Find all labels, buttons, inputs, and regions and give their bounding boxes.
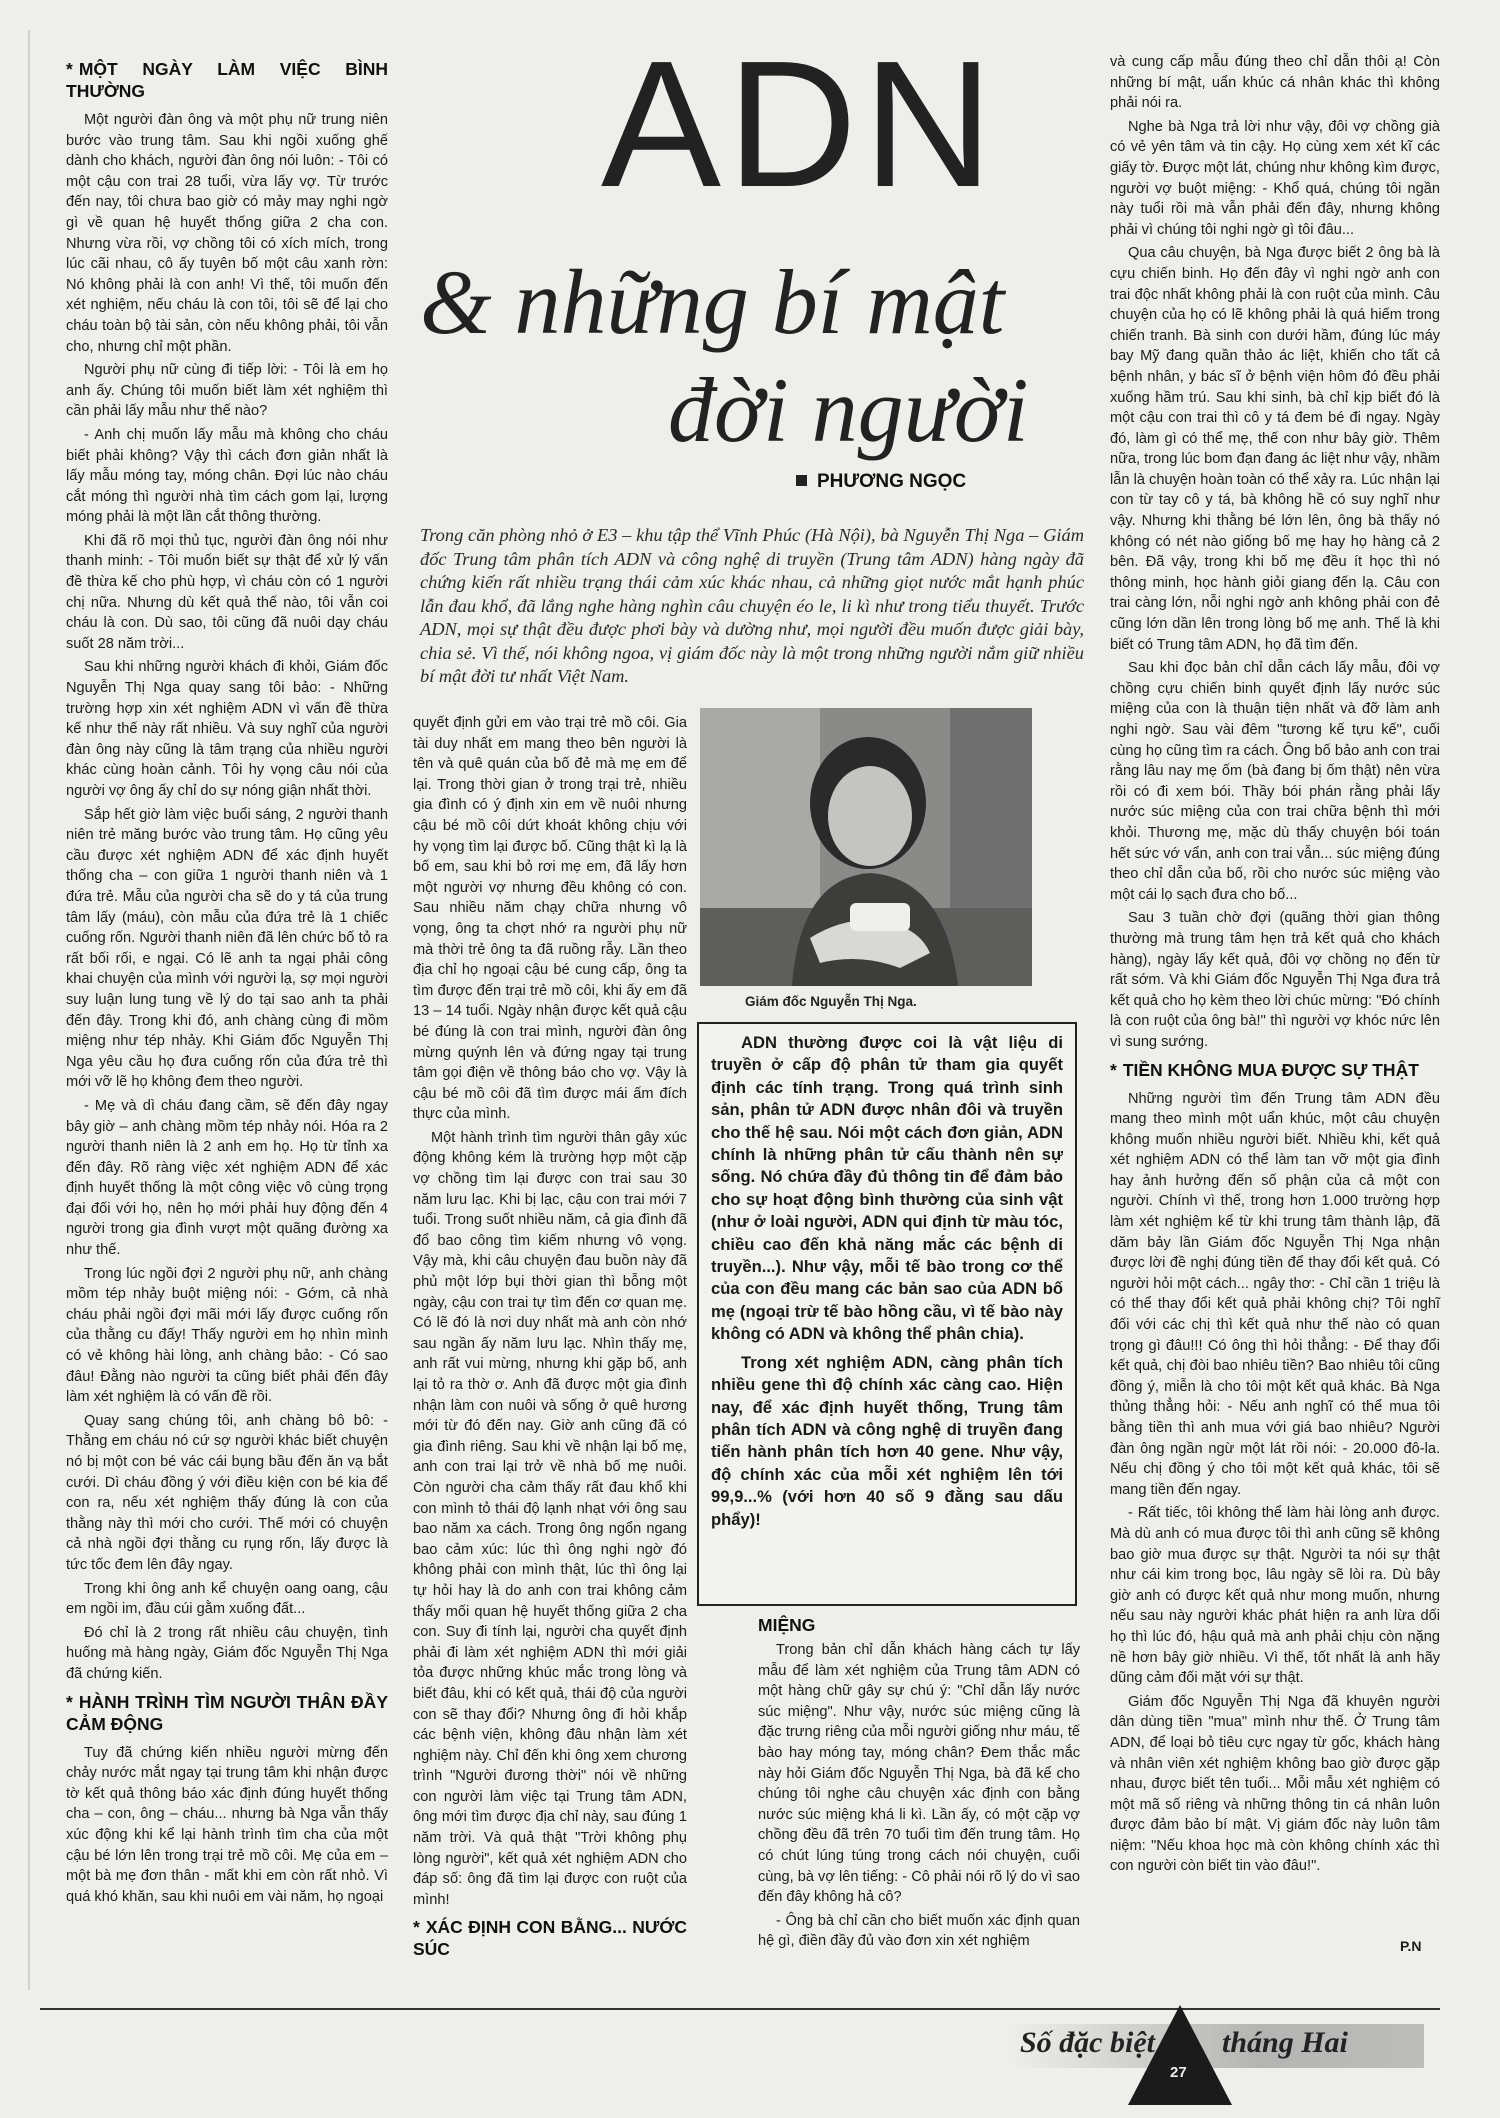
paragraph: Giám đốc Nguyễn Thị Nga đã khuyên người dân dùng tiền "mua" mình như thế. Ở Trung tâm ADN, để loại bỏ tiêu cực ngay từ gốc, khách hàng và nhân viên xét nghiệm không bao giờ được gặp nhau, được biết tên tuổi... Mỗi mẫu xét nghiệm có một mã số riêng và những thông tin cá nhân luôn được đảm bảo bí mật. Vị giám đốc này luôn tâm niệm: "Nếu khoa học mà còn không chính xác thì con người còn biết tin vào đâu!". xyxy=(1110,1693,1440,1875)
paragraph: và cung cấp mẫu đúng theo chỉ dẫn thôi ạ! Còn những bí mật, uẩn khúc cá nhân khác thì không phải nói ra. xyxy=(1110,54,1440,112)
paragraph: - Rất tiếc, tôi không thể làm hài lòng anh được. Mà dù anh có mua được tôi thì anh cũng sẽ không bao giờ mua được sự thật. Người ta nói sự thật như cái kim trong bọc, lâu ngày sẽ lòi ra. Dù bây giờ anh có được kết quả như mong muốn, nhưng nếu sau này người khác phát hiện ra anh lừa dối họ thì lúc đó, hậu quả mà anh phải chịu còn nặng nề hơn bây giờ nhiều. Vì thế, tốt nhất là anh hãy dũng cảm đối mặt với sự thật. xyxy=(1110,1505,1440,1687)
paragraph: Một hành trình tìm người thân gây xúc động không kém là trường hợp một cặp vợ chồng tìm lại được con trai sau 30 năm lưu lạc. Khi bị lạc, cậu con trai mới 7 tuổi. Trong suốt nhiều năm, cả gia đình đã đổ bao công tìm kiếm nhưng vô vọng. Vậy mà, khi câu chuyện đau buồn này đã phủ một lớp bụi thời gian thì bỗng một ngày, cậu con trai tự tìm đến cơ quan mẹ. Có lẽ đó là nơi duy nhất mà anh còn nhớ sau ngần ấy năm lưu lạc. Nhìn thấy mẹ, anh rất vui mừng, nhưng khi gặp bố, anh lại tỏ ra thờ ơ. Anh đã được một gia đình nhận làm con nuôi và sống ở quê hương mới từ đó đến nay. Giờ anh cũng đã có gia đình riêng. Sau khi về nhận lại bố mẹ, anh con trai lại trở về nhà bố mẹ nuôi. Còn người cha cảm thấy rất đau khổ khi con mình tỏ thái độ lạnh nhạt với ông sau bao năm xa cách. Trong ông ngổn ngang bao cảm xúc: lúc thì ông nghi ngờ đó không phải con mình thật, lúc thì ông lại tự hỏi hay là do anh con trai không cảm thấy mối quan hệ huyết thống giữa 2 cha con. Suy đi tính lại, người cha quyết định phải đi làm xét nghiệm ADN thì mới giải tỏa được những khúc mắc trong lòng và biết đâu, khi có kết quả, thái độ của người con sẽ thay đổi? Nhưng ông đi hỏi khắp các bệnh viện, không đâu nhận làm xét nghiệm này. Chỉ đến khi ông xem chương trình "Người đương thời" nói về những con người làm việc tại Trung tâm ADN, ông mới tìm được địa chỉ này, sau đúng 1 năm trời. Và quả thật "Trời không phụ lòng người", kết quả xét nghiệm ADN cho đáp số: ông đã tìm lại được con ruột của mình! xyxy=(413,1129,687,1908)
paragraph: - Anh chị muốn lấy mẫu mà không cho cháu biết phải không? Vậy thì cách đơn giản nhất là lấy mẫu móng tay, móng chân. Đợi lúc nào cháu cắt móng thì người nhà tìm cách gom lại, lượng móng phải là một lần cắt thông thường. xyxy=(66,426,388,526)
column-2 xyxy=(413,713,687,1968)
author-byline: PHƯƠNG NGỌC xyxy=(796,471,966,493)
page-number-triangle xyxy=(1128,2005,1232,2105)
square-bullet-icon xyxy=(796,475,807,486)
issue-label-2: tháng Hai xyxy=(1222,2026,1348,2059)
section-heading-2: * HÀNH TRÌNH TÌM NGƯỜI THÂN ĐẦY CẢM ĐỘNG xyxy=(66,1691,388,1734)
column-4 xyxy=(1110,52,1440,1880)
paragraph: Trong xét nghiệm ADN, càng phân tích nhiều gene thì độ chính xác càng cao. Hiện nay, để xác định huyết thống, Trung tâm phân tích ADN và công nghệ di truyền đang tiến hành phân tích hơn 40 gene. Như vậy, độ chính xác của mỗi xét nghiệm lên tới 99,9...% (với hơn 40 số 9 đằng sau dấu phẩy)! xyxy=(711,1352,1063,1529)
paragraph: Sắp hết giờ làm việc buổi sáng, 2 người thanh niên trẻ măng bước vào trung tâm. Họ cũng yêu cầu được xét nghiệm ADN để xác định huyết thống cha – con giữa 1 người thanh niên và 1 đứa trẻ. Mẫu của người cha sẽ do y tá của trung tâm lấy (máu), còn mẫu của đứa trẻ là 1 chiếc cuống rốn. Người thanh niên đã lên chức bố tỏ ra rất bối rối, e ngại. Có lẽ anh ta ngại phải công khai chuyện của mình với người lạ, sợ mọi người suy luận lung tung về lý do tại sao anh ta phải đến đây. Trong khi đó, anh chàng cùng đi mồm miệng như tép nhảy. Khi Giám đốc Nguyễn Thị Nga yêu cầu họ đưa cuống rốn của đứa trẻ thì mới vỡ lẽ họ không đem theo người. xyxy=(66,806,388,1091)
info-box xyxy=(697,1022,1077,1606)
photo-caption: Giám đốc Nguyễn Thị Nga. xyxy=(745,994,917,1009)
page-number: 27 xyxy=(1170,2064,1187,2081)
portrait-illustration xyxy=(700,708,1032,986)
paragraph: Trong bản chỉ dẫn khách hàng cách tự lấy mẫu để làm xét nghiệm của Trung tâm ADN có một hàng chữ gây sự chú ý: "Chỉ dẫn lấy nước súc miệng". Như vậy, nước súc miệng cũng là đặc trưng riêng của mỗi người giống như máu, tế bào hay móng tay, móng chân? Đem thắc mắc này hỏi Giám đốc Nguyễn Thị Nga, bà đã kể cho chúng tôi nghe câu chuyện xác định con bằng nước súc miệng khá li kì. Lần ấy, có một cặp vợ chồng đều đã trên 70 tuổi tìm đến trung tâm. Họ có chút lúng túng trong cách nói chuyện, cuối cùng, bà vợ lên tiếng: - Cô phải nói rõ lý do vì sao đến đây không hả cô? xyxy=(758,1642,1080,1906)
paragraph: Một người đàn ông và một phụ nữ trung niên bước vào trung tâm. Sau khi ngồi xuống ghế dành cho khách, người đàn ông nói luôn: - Tôi có một cậu con trai 28 tuổi, vừa lấy vợ. Từ trước đến nay, tôi chưa bao giờ có mảy may nghi ngờ gì về quan hệ huyết thống giữa 2 cha con. Nhưng vừa rồi, vợ chồng tôi có xích mích, trong lúc cãi nhau, cô ấy tuyên bố một câu xanh rờn: Nó không phải là con anh! Vì thế, tôi muốn đến xét nghiệm, nếu cháu là con tôi, tôi sẽ để lại cho cháu toàn bộ tài sản, còn nếu không phải, tôi vẫn cho, nhưng chỉ một phần. xyxy=(66,112,388,355)
author-signature: P.N xyxy=(1400,1938,1422,1954)
paragraph: Khi đã rõ mọi thủ tục, người đàn ông nói như thanh minh: - Tôi muốn biết sự thật để xử lý vấn đề thừa kế cho phù hợp, vì cháu còn có 1 người chị nữa. Nhưng dù kết quả thế nào, tôi vẫn coi cháu là con. Dù sao, tôi cũng đã nuôi dạy cháu suốt 28 năm trời... xyxy=(66,532,388,652)
paragraph: Sau khi đọc bản chỉ dẫn cách lấy mẫu, đôi vợ chồng cựu chiến binh quyết định lấy nước súc miệng của con là thuận tiện nhất và đỡ làm anh nghi ngờ. Sau vài đêm "tương kế tựu kế", cuối cùng họ cũng tìm ra cách. Ông bố bảo anh con trai rằng lâu nay mẹ ốm (bà đang bị ốm thật) nên vừa rồi có đi xem bói. Thầy bói phán rằng phải lấy nước súc miệng của con trai chữa bệnh thì mới khỏi. Thương mẹ, mặc dù thấy chuyện bói toán hết sức vớ vẩn, anh con trai vẫn... súc miệng đúng theo chỉ dẫn của bố, rồi cho nước súc miệng vào một cái lọ sạch đưa cho bố... xyxy=(1110,660,1440,903)
column-1 xyxy=(66,52,388,1910)
paragraph: Qua câu chuyện, bà Nga được biết 2 ông bà là cựu chiến binh. Họ đến đây vì nghi ngờ anh con trai độc nhất không phải là con ruột của mình. Câu chuyện của họ có lẽ không phải là quá hiếm trong chiến tranh. Bà sinh con dưới hầm, đúng lúc máy bay Mỹ đang quần thảo ác liệt, khiến cho tất cả bệnh nhân, y bác sĩ ở bệnh viện hôm đó đều phải xuống hầm trú. Sau khi sinh, bà chỉ kịp biết đó là một cậu con trai thì cô y tá đem bé đi ngay. Ngày đó, làm gì có thể mẹ, thế con như bây giờ. Thêm nữa, trong lúc bom đạn đang ác liệt như vậy, nhầm lẫn là chuyện hoàn toàn có thể xảy ra. Lúc nhận lại con từ tay cô y tá, bà không hề có suy nghĩ như vậy. Nhưng khi thằng bé lớn lên, ông bà thấy nó không có nét nào giống bố mẹ hay họ hàng cả 2 bên. Đã vậy, trong khi bố mẹ đều ít học thì nó thông minh, học hành giỏi giang đến lạ. Câu con trai càng lớn, nỗi nghi ngờ anh không phải con đẻ cũng lớn dần lên trong lòng bố mẹ anh. Thế là khi biết có Trung tâm ADN, họ đã tìm đến. xyxy=(1110,245,1440,653)
paragraph: quyết định gửi em vào trại trẻ mồ côi. Gia tài duy nhất em mang theo bên người là tên và quê quán của bố đẻ mà mẹ em để lại. Trong thời gian ở trong trại trẻ, nhiều gia đình có ý định xin em về nuôi nhưng cậu bé mồ côi dứt khoát không chịu với hy vọng tìm lại được bố. Cũng thật kì lạ là bố em, sau khi bỏ rơi mẹ em, đã lấy hơn một người vợ nhưng đều không có con. Sau nhiều năm chạy chữa nhưng vô vọng, ông ta chợt nhớ ra người phụ nữ mà thời trẻ ông ta đã ruồng rẫy. Lần theo địa chỉ họ ngoại cậu bé cung cấp, ông ta tìm được đến trại trẻ mồ côi, khi ấy em đã 13 – 14 tuổi. Ngày nhận được kết quả cậu bé đúng là con trai mình, người đàn ông mừng quýnh lên và đứng ngay tại trung tâm gọi điện về thông báo cho vợ. Vậy là cậu bé mồ côi đã tìm được mái ấm đích thực của mình. xyxy=(413,715,687,1123)
section-heading-3-continued: MIỆNG xyxy=(758,1615,816,1635)
issue-label-1: Số đặc biệt xyxy=(1020,2026,1155,2059)
section-heading-4: * TIỀN KHÔNG MUA ĐƯỢC SỰ THẬT xyxy=(1110,1059,1419,1080)
paragraph: Đó chỉ là 2 trong rất nhiều câu chuyện, tình huống mà hàng ngày, Giám đốc Nguyễn Thị Nga đã chứng kiến. xyxy=(66,1624,388,1682)
paragraph: Những người tìm đến Trung tâm ADN đều mang theo mình một uẩn khúc, một câu chuyện không muốn nhiều người biết. Nhiều khi, kết quả xét nghiệm ADN có thể làm tan vỡ một gia đình hay ảnh hưởng đến số phận của cả một con người. Chính vì thế, trong hơn 1.000 trường hợp làm xét nghiệm kể từ khi trung tâm thành lập, đã dăm bảy lần Giám đốc Nguyễn Thị Nga nhận được lời đề nghị đúng tiền để thay đổi kết quả. Có người hỏi một cách... ngây thơ: - Chỉ cần 1 triệu là có thể thay đổi kết quả phải không chị? Tôi nghĩ đối với các chị thì kết quả như thế nào có quan trọng gì đâu!!! Có ông thì hỏi thẳng: - Để thay đổi kết quả, chị đòi bao nhiêu tiền? Bao nhiêu tôi cũng đồng ý, miễn là cho tôi một kết quả khác. Bà Nga thủng thẳng hỏi: - Nếu anh nghĩ có thể mua tôi bằng tiền thì anh mua với giá bao nhiêu? Người đàn ông ngần ngừ một lát rồi nói: - 20.000 đô-la. Nếu chị đồng ý cho tôi một kết quả khác, tôi sẽ mang tiền đến ngay. xyxy=(1110,1090,1440,1498)
paragraph: Trong khi ông anh kể chuyện oang oang, cậu em ngồi im, đầu cúi gằm xuống đất... xyxy=(66,1580,388,1618)
paragraph: Trong lúc ngồi đợi 2 người phụ nữ, anh chàng mồm tép nhảy buột miệng nói: - Gớm, cả nhà cháu phải ngồi đợi mãi mới lấy được cuống rốn của thằng cu đấy! Thấy người em họ nhìn mình có vẻ không hài lòng, anh chàng bảo: - Có sao đâu! Đằng nào người ta cũng biết phải đến đây làm xét nghiệm là có vấn đề rồi. xyxy=(66,1265,388,1406)
paragraph: - Mẹ và dì cháu đang cầm, sẽ đến đây ngay bây giờ – anh chàng mồm tép nhảy nói. Hóa ra 2 người thanh niên là 2 anh em họ. Họ từ tỉnh xa đến đây. Rõ ràng việc xét nghiệm ADN để xác định huyết thống là một công việc vô cùng trọng đại đối với họ, nên họ mới phải huy động đến 4 người trong gia đình vượt một quãng đường xa như thế. xyxy=(66,1097,388,1259)
portrait-photo xyxy=(700,708,1032,986)
headline-line-2: & những bí mật xyxy=(420,251,1005,353)
lead-paragraph: Trong căn phòng nhỏ ở E3 – khu tập thể Vĩnh Phúc (Hà Nội), bà Nguyễn Thị Nga – Giám đốc Trung tâm phân tích ADN và công nghệ di truyền (Trung tâm ADN) hàng ngày đã chứng kiến rất nhiều trạng thái cảm xúc khác nhau, cả những giọt nước mắt hạnh phúc lẫn đau khổ, đã lắng nghe hàng nghìn câu chuyện éo le, li kì như trong tiểu thuyết. Trước ADN, mọi sự thật đều được phơi bày và dường như, mọi người đều muốn được giải bày, chia sẻ. Vì thế, nói không ngoa, vị giám đốc này là một trong những người nắm giữ nhiều bí mật đời tư nhất Việt Nam. xyxy=(420,525,1084,686)
paragraph: - Ông bà chỉ cần cho biết muốn xác định quan hệ gì, điền đầy đủ vào đơn xin xét nghiệm xyxy=(758,1912,1080,1950)
paragraph: ADN thường được coi là vật liệu di truyền ở cấp độ phân tử tham gia quyết định các tính trạng. Trong quá trình sinh sản, phân tử ADN được nhân đôi và truyền cho thế hệ sau. Nói một cách đơn giản, ADN chính là những phân tử cấu thành nên sự sống. Nó chứa đầy đủ thông tin để đảm bảo cho sự hoạt động bình thường của sinh vật (như ở loài người, ADN qui định từ màu tóc, chiều cao đến khả năng mắc các bệnh di truyền...). Như vậy, mỗi tế bào trong cơ thể của con đều mang các bản sao của ADN bố mẹ (ngoại trừ tế bào hồng cầu, vì tế bào này không có ADN và không thể phân chia). xyxy=(711,1033,1063,1344)
page-edge-shadow xyxy=(28,30,30,1990)
paragraph: Người phụ nữ cùng đi tiếp lời: - Tôi là em họ anh ấy. Chúng tôi muốn biết làm xét nghiệm thì cần phải lấy mẫu như thế nào? xyxy=(66,362,388,420)
section-heading-1: * MỘT NGÀY LÀM VIỆC BÌNH THƯỜNG xyxy=(66,59,388,101)
column-3-lower xyxy=(758,1612,1080,1955)
section-heading-3: * XÁC ĐỊNH CON BẰNG... NƯỚC SÚC xyxy=(413,1917,687,1960)
paragraph: Quay sang chúng tôi, anh chàng bô bô: - Thằng em cháu nó cứ sợ người khác biết chuyện nó bị một con bé vác cái bụng bầu đến ăn vạ bắt cưới. Dì cháu đồng ý với điều kiện con bé kia để con ra, nếu xét nghiệm thấy đúng là con của thằng này thì mới cho cưới. Thế mới có chuyện cả nhà ngồi đợi thằng cu rụng rốn, lấy được là tức tốc đem lên đây ngay. xyxy=(66,1412,388,1573)
headline-adn: ADN xyxy=(600,24,1000,225)
headline-line-3: đời người xyxy=(668,359,1029,461)
paragraph: Sau khi những người khách đi khỏi, Giám đốc Nguyễn Thị Nga quay sang tôi bảo: - Những trường hợp xin xét nghiệm ADN vì vấn đề thừa kế như thế này rất nhiều. Và suy nghĩ của người đàn ông này cũng là tâm trạng của nhiều người khác cùng hoàn cảnh. Tôi hy vọng câu nói của người vợ ông ấy chỉ do sự nóng giận nhất thời. xyxy=(66,659,388,799)
paragraph: Tuy đã chứng kiến nhiều người mừng đến chảy nước mắt ngay tại trung tâm khi nhận được tờ kết quả thông báo xác định đúng huyết thống cha – con, ông – cháu... nhưng bà Nga vẫn thấy xúc động khi kể lại hành trình tìm cha của một cậu bé lớn lên trong trại trẻ mồ côi. Mẹ của em – một bà mẹ đơn thân - mất khi em còn rất nhỏ. Vì quá khó khăn, sau khi nuôi em vài năm, họ ngoại xyxy=(66,1744,388,1905)
paragraph: Sau 3 tuần chờ đợi (quãng thời gian thông thường mà trung tâm hẹn trả kết quả cho khách hàng), ngày lấy kết quả, đôi vợ chồng nọ đến từ rất sớm. Và khi Giám đốc Nguyễn Thị Nga đưa trả kết quả cho họ kèm theo lời chúc mừng: "Đó chính là con ruột của ông bà!" thì người vợ khóc nức lên vì sung sướng. xyxy=(1110,910,1440,1050)
paragraph: Nghe bà Nga trả lời như vậy, đôi vợ chồng già có vẻ yên tâm và tin cậy. Họ cùng xem xét kĩ các giấy tờ. Được một lát, chúng như không kìm được, người vợ buột miệng: - Khổ quá, chúng tôi ngần này tuổi rồi mà vẫn phải đến đây, nhưng không phải vì chúng tôi nghi ngờ gì tôi đâu... xyxy=(1110,118,1440,238)
